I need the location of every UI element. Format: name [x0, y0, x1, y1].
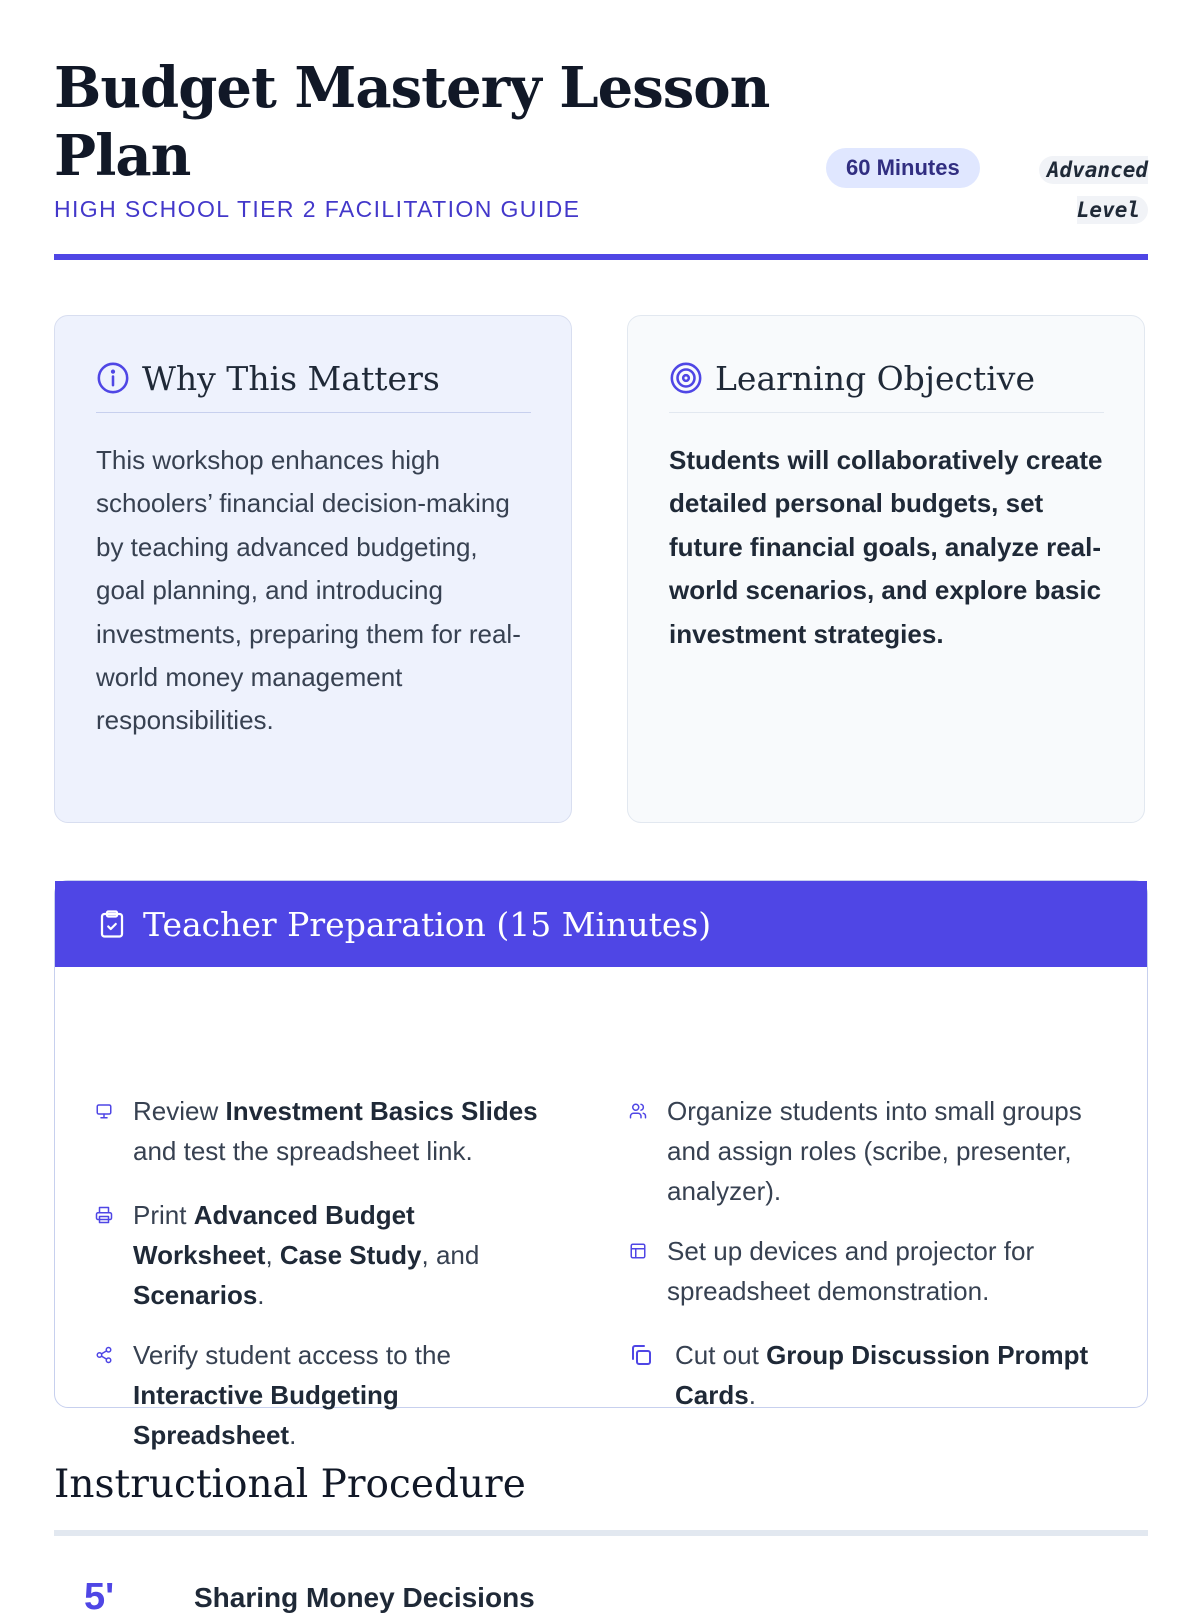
- why-card-header: [96, 352, 531, 413]
- prep-item-setup-devices: [629, 1231, 1099, 1311]
- procedure-divider: [54, 1530, 1148, 1536]
- level-badge: [1014, 150, 1148, 230]
- page-title: Budget Mastery Lesson Plan: [54, 55, 770, 189]
- teacher-preparation-section: [54, 880, 1148, 1450]
- page-subtitle: HIGH SCHOOL TIER 2 FACILITATION GUIDE: [54, 196, 581, 222]
- printer-icon: [95, 1206, 113, 1224]
- header-divider: [54, 254, 1148, 260]
- prep-item-text: Set up devices and projector for spreadsheet demonstration.: [667, 1236, 1035, 1306]
- prep-item-text: Verify student access to the Interactive Budgeting Spreadsheet.: [133, 1340, 451, 1450]
- page-header: [54, 0, 1148, 262]
- prep-item-text: Organize students into small groups and assign roles (scribe, presenter, analyzer).: [667, 1096, 1082, 1206]
- learning-objective-card: [627, 315, 1145, 823]
- prep-item-text: Cut out Group Discussion Prompt Cards.: [675, 1340, 1089, 1410]
- users-icon: [629, 1102, 647, 1120]
- info-circle-icon: [96, 361, 130, 395]
- step-title: Sharing Money Decisions: [194, 1582, 535, 1613]
- duration-badge: 60 Minutes: [826, 148, 980, 188]
- lesson-plan-page: [54, 0, 1148, 1618]
- share-icon: [95, 1346, 113, 1364]
- prep-item-text: Review Investment Basics Slides and test the spreadsheet link.: [133, 1096, 538, 1166]
- presentation-icon: [95, 1102, 113, 1120]
- target-icon: [669, 361, 703, 395]
- level-badge-label: Advanced Level: [1039, 156, 1148, 224]
- why-this-matters-card: [54, 315, 572, 823]
- why-card-body: This workshop enhances high schoolers’ financial decision-making by teaching advanced budgeting, goal planning, and introducing investments, preparing them for real-world money management responsibilities.: [96, 445, 521, 736]
- prep-header: [55, 881, 1147, 967]
- prep-item-print: [95, 1195, 555, 1315]
- objective-card-title: Learning Objective: [715, 358, 1035, 398]
- clipboard-check-icon: [97, 907, 127, 941]
- prep-item-text: Print Advanced Budget Worksheet, Case Study, and Scenarios.: [133, 1200, 480, 1310]
- prep-item-verify-access: [95, 1335, 555, 1455]
- objective-card-body: Students will collaboratively create detailed personal budgets, set future financial goals, analyze real-world scenarios, and explore basic investment strategies.: [669, 445, 1103, 649]
- copy-icon: [629, 1343, 653, 1367]
- prep-title: Teacher Preparation (15 Minutes): [143, 904, 712, 944]
- why-card-title: Why This Matters: [142, 358, 440, 398]
- procedure-title: Instructional Procedure: [54, 1462, 526, 1507]
- prep-item-organize-groups: [629, 1091, 1099, 1211]
- objective-card-header: [669, 352, 1104, 413]
- layout-icon: [629, 1242, 647, 1260]
- prep-item-cut-cards: [629, 1335, 1099, 1415]
- prep-item-review-slides: [95, 1091, 555, 1171]
- step-duration: 5': [84, 1576, 115, 1618]
